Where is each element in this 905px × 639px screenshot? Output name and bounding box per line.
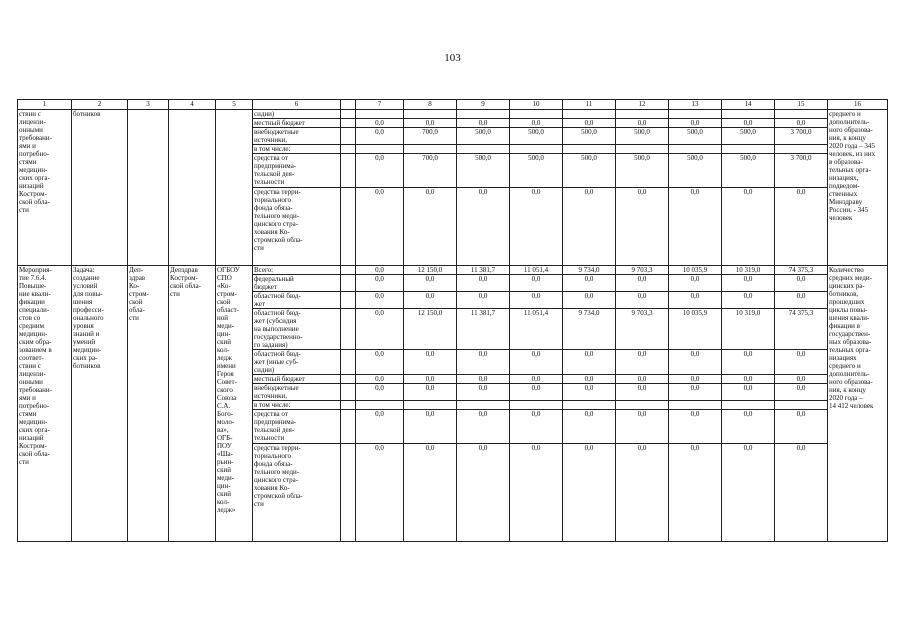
amount-cell: [457, 145, 510, 154]
amount-cell: 500,0: [616, 128, 669, 145]
amount-cell: 0,0: [563, 275, 616, 292]
funding-source-label: средства терри- ториального фонда обяза- тельного меди- цинского стра- хования Ко- стромской обла- сти: [253, 188, 341, 266]
amount-cell: [722, 110, 775, 119]
amount-cell: 0,0: [775, 292, 828, 309]
amount-cell: 9 734,0: [563, 309, 616, 350]
amount-cell: 0,0: [457, 410, 510, 444]
funding-source-label: Всего:: [253, 266, 341, 275]
amount-cell: 0,0: [563, 188, 616, 266]
amount-cell: 0,0: [404, 292, 457, 309]
amount-cell: 0,0: [775, 410, 828, 444]
amount-cell: 0,0: [669, 444, 722, 542]
amount-cell: 11 381,7: [457, 266, 510, 275]
amount-cell: 500,0: [563, 128, 616, 145]
amount-cell: 700,0: [404, 128, 457, 145]
amount-cell: [669, 110, 722, 119]
amount-cell: 0,0: [510, 275, 563, 292]
funding-source-label: внебюджетные источники,: [253, 384, 341, 401]
spacer-cell: [341, 266, 356, 275]
amount-cell: 10 319,0: [722, 266, 775, 275]
amount-cell: 0,0: [404, 384, 457, 401]
funding-source-label: федеральный бюджет: [253, 275, 341, 292]
result-indicator-cell: среднего и дополнитель- ного образова- ния, к концу 2020 года – 345 человек, из них в образова- тельных орга- низациях, подведом- ственных Минздраву России, - 345 человек: [828, 110, 888, 266]
amount-cell: 0,0: [457, 350, 510, 375]
amount-cell: 12 150,0: [404, 266, 457, 275]
header-cell: 16: [828, 100, 888, 110]
amount-cell: 0,0: [356, 119, 404, 128]
amount-cell: 0,0: [722, 375, 775, 384]
amount-cell: 0,0: [404, 444, 457, 542]
amount-cell: 0,0: [404, 410, 457, 444]
table-row: [18, 110, 888, 119]
amount-cell: 500,0: [457, 154, 510, 188]
funding-source-label: средства терри- ториального фонда обяза- тельного меди- цинского стра- хования Ко- стромской обла- сти: [253, 444, 341, 542]
amount-cell: 0,0: [404, 119, 457, 128]
funding-source-label: сидии): [253, 110, 341, 119]
funding-source-label: в том числе:: [253, 401, 341, 410]
amount-cell: 0,0: [722, 188, 775, 266]
amount-cell: 10 035,9: [669, 309, 722, 350]
amount-cell: 0,0: [775, 384, 828, 401]
amount-cell: 0,0: [404, 188, 457, 266]
amount-cell: 0,0: [669, 375, 722, 384]
amount-cell: [563, 401, 616, 410]
column-c3-cell: Деп- здрав Ко- стром- ской обла- сти: [128, 266, 169, 542]
header-cell: 1: [18, 100, 72, 110]
amount-cell: 0,0: [356, 188, 404, 266]
amount-cell: 3 700,0: [775, 154, 828, 188]
amount-cell: 74 375,3: [775, 266, 828, 275]
header-cell: [341, 100, 356, 110]
table-row: [18, 266, 888, 275]
amount-cell: 0,0: [669, 188, 722, 266]
amount-cell: [356, 110, 404, 119]
spacer-cell: [341, 444, 356, 542]
funding-source-label: областной бюд- жет (субсидия на выполнение государственно- го задания): [253, 309, 341, 350]
amount-cell: 0,0: [563, 444, 616, 542]
amount-cell: 0,0: [510, 292, 563, 309]
header-cell: 2: [72, 100, 128, 110]
amount-cell: 0,0: [356, 292, 404, 309]
header-cell: 3: [128, 100, 169, 110]
amount-cell: 0,0: [563, 410, 616, 444]
amount-cell: 10 319,0: [722, 309, 775, 350]
amount-cell: 0,0: [356, 375, 404, 384]
amount-cell: 0,0: [563, 375, 616, 384]
header-cell: 14: [722, 100, 775, 110]
header-cell: 7: [356, 100, 404, 110]
amount-cell: [669, 145, 722, 154]
funding-source-label: в том числе:: [253, 145, 341, 154]
budget-table: [17, 99, 888, 542]
header-cell: 15: [775, 100, 828, 110]
amount-cell: [510, 401, 563, 410]
amount-cell: [775, 145, 828, 154]
amount-cell: [356, 401, 404, 410]
amount-cell: 0,0: [775, 375, 828, 384]
amount-cell: [457, 110, 510, 119]
amount-cell: 0,0: [510, 410, 563, 444]
amount-cell: 0,0: [457, 275, 510, 292]
header-cell: 8: [404, 100, 457, 110]
amount-cell: [616, 145, 669, 154]
spacer-cell: [341, 401, 356, 410]
amount-cell: 0,0: [457, 384, 510, 401]
amount-cell: 0,0: [457, 119, 510, 128]
amount-cell: 0,0: [775, 444, 828, 542]
amount-cell: 10 035,9: [669, 266, 722, 275]
amount-cell: 500,0: [457, 128, 510, 145]
funding-source-label: местный бюджет: [253, 119, 341, 128]
amount-cell: 0,0: [722, 119, 775, 128]
amount-cell: 0,0: [356, 444, 404, 542]
amount-cell: 0,0: [775, 350, 828, 375]
amount-cell: 0,0: [616, 292, 669, 309]
amount-cell: 0,0: [563, 350, 616, 375]
amount-cell: 0,0: [563, 384, 616, 401]
amount-cell: 0,0: [510, 119, 563, 128]
column-c3-cell: [128, 110, 169, 266]
amount-cell: 500,0: [722, 154, 775, 188]
amount-cell: 0,0: [356, 154, 404, 188]
amount-cell: 700,0: [404, 154, 457, 188]
amount-cell: [404, 145, 457, 154]
amount-cell: 0,0: [457, 188, 510, 266]
amount-cell: [722, 145, 775, 154]
amount-cell: 500,0: [510, 154, 563, 188]
spacer-cell: [341, 188, 356, 266]
amount-cell: 0,0: [616, 275, 669, 292]
funding-source-label: областной бюд- жет (иные суб- сидии): [253, 350, 341, 375]
funding-source-label: средства от предпринима- тельской дея- тельности: [253, 154, 341, 188]
spacer-cell: [341, 128, 356, 145]
spacer-cell: [341, 110, 356, 119]
header-cell: 12: [616, 100, 669, 110]
amount-cell: 0,0: [356, 266, 404, 275]
amount-cell: [404, 401, 457, 410]
amount-cell: [563, 110, 616, 119]
spacer-cell: [341, 350, 356, 375]
amount-cell: 0,0: [356, 128, 404, 145]
amount-cell: 0,0: [563, 292, 616, 309]
amount-cell: [775, 110, 828, 119]
amount-cell: 0,0: [669, 119, 722, 128]
spacer-cell: [341, 292, 356, 309]
funding-source-label: местный бюджет: [253, 375, 341, 384]
amount-cell: 0,0: [722, 350, 775, 375]
spacer-cell: [341, 154, 356, 188]
amount-cell: 0,0: [775, 119, 828, 128]
header-cell: 13: [669, 100, 722, 110]
funding-source-label: внебюджетные источники,: [253, 128, 341, 145]
amount-cell: 0,0: [356, 384, 404, 401]
amount-cell: 0,0: [510, 188, 563, 266]
amount-cell: 0,0: [722, 275, 775, 292]
amount-cell: 0,0: [669, 275, 722, 292]
spacer-cell: [341, 375, 356, 384]
amount-cell: 500,0: [669, 154, 722, 188]
amount-cell: 0,0: [356, 275, 404, 292]
amount-cell: 0,0: [722, 444, 775, 542]
funding-source-label: средства от предпринима- тельской дея- тельности: [253, 410, 341, 444]
column-c4-cell: [169, 110, 216, 266]
column-c2-cell: ботников: [72, 110, 128, 266]
amount-cell: 9 703,3: [616, 266, 669, 275]
amount-cell: 0,0: [510, 350, 563, 375]
amount-cell: 0,0: [775, 275, 828, 292]
amount-cell: 9 703,3: [616, 309, 669, 350]
header-cell: 10: [510, 100, 563, 110]
table-body: [18, 100, 888, 542]
spacer-cell: [341, 309, 356, 350]
amount-cell: 500,0: [510, 128, 563, 145]
amount-cell: 0,0: [563, 119, 616, 128]
amount-cell: 0,0: [356, 309, 404, 350]
amount-cell: 0,0: [669, 292, 722, 309]
amount-cell: 0,0: [616, 444, 669, 542]
amount-cell: [616, 401, 669, 410]
amount-cell: 0,0: [457, 292, 510, 309]
amount-cell: 0,0: [616, 410, 669, 444]
amount-cell: 0,0: [669, 384, 722, 401]
amount-cell: 500,0: [616, 154, 669, 188]
amount-cell: [457, 401, 510, 410]
amount-cell: 0,0: [510, 444, 563, 542]
amount-cell: [510, 145, 563, 154]
amount-cell: 0,0: [669, 410, 722, 444]
amount-cell: 0,0: [404, 350, 457, 375]
spacer-cell: [341, 410, 356, 444]
amount-cell: 0,0: [616, 375, 669, 384]
amount-cell: [669, 401, 722, 410]
amount-cell: 0,0: [722, 292, 775, 309]
amount-cell: [563, 145, 616, 154]
amount-cell: 0,0: [404, 275, 457, 292]
column-c1-cell: ствии с лицензи- онными требовани- ями и потребно- стями медицин- ских орга- низаций Костром- ской обла- сти: [18, 110, 72, 266]
column-c2-cell: Задача: создание условий для повы- шения професси- онального уровня знаний и умений медицин- ских ра- ботников: [72, 266, 128, 542]
amount-cell: 0,0: [669, 350, 722, 375]
amount-cell: [510, 110, 563, 119]
amount-cell: 11 051,4: [510, 266, 563, 275]
amount-cell: 0,0: [457, 375, 510, 384]
amount-cell: 0,0: [616, 384, 669, 401]
column-c5-cell: ОГБОУ СПО «Ко- стром- ской област- ной меди- цин- ский кол- ледж имени Героя Совет- ского Союза С.А. Бого- моло- ва», ОГБ- ПОУ «Ша- рьин- ский меди- цин- ский кол- ледж»: [216, 266, 253, 542]
amount-cell: 0,0: [775, 188, 828, 266]
amount-cell: 500,0: [669, 128, 722, 145]
amount-cell: 74 375,3: [775, 309, 828, 350]
amount-cell: [616, 110, 669, 119]
amount-cell: 0,0: [616, 350, 669, 375]
amount-cell: [722, 401, 775, 410]
amount-cell: 500,0: [563, 154, 616, 188]
amount-cell: 0,0: [722, 384, 775, 401]
page-number: 103: [444, 52, 461, 64]
column-c1-cell: Мероприя- тие 7.6.4. Повыше- ние квали- фикации специали- стов со средним медицин- ским обра- зованием в соответ- ствии с лицензи- онными требовани- ями и потребно- стями медицин- ских орга- низаций Костром- ской обла- сти: [18, 266, 72, 542]
header-cell: 6: [253, 100, 341, 110]
column-c4-cell: Депздрав Костром- ской обла- сти: [169, 266, 216, 542]
amount-cell: 11 381,7: [457, 309, 510, 350]
header-cell: 4: [169, 100, 216, 110]
amount-cell: [356, 145, 404, 154]
result-indicator-cell: Количество средних меди- цинских ра- ботников, прошедших циклы повы- шения квали- фикации в государствен- ных образова- тельных орга- низациях среднего и дополнитель- ного образова- ния, к концу 2020 года – 14 412 человек: [828, 266, 888, 542]
amount-cell: 0,0: [510, 384, 563, 401]
amount-cell: 0,0: [356, 350, 404, 375]
spacer-cell: [341, 384, 356, 401]
header-cell: 9: [457, 100, 510, 110]
amount-cell: 9 734,0: [563, 266, 616, 275]
amount-cell: 0,0: [457, 444, 510, 542]
spacer-cell: [341, 145, 356, 154]
header-cell: 11: [563, 100, 616, 110]
amount-cell: 0,0: [510, 375, 563, 384]
amount-cell: 0,0: [616, 119, 669, 128]
amount-cell: 11 051,4: [510, 309, 563, 350]
amount-cell: 500,0: [722, 128, 775, 145]
amount-cell: 3 700,0: [775, 128, 828, 145]
header-cell: 5: [216, 100, 253, 110]
header-row: [18, 100, 888, 110]
spacer-cell: [341, 275, 356, 292]
spacer-cell: [341, 119, 356, 128]
amount-cell: 0,0: [616, 188, 669, 266]
amount-cell: 0,0: [356, 410, 404, 444]
amount-cell: [404, 110, 457, 119]
column-c5-cell: [216, 110, 253, 266]
amount-cell: 0,0: [722, 410, 775, 444]
amount-cell: [775, 401, 828, 410]
amount-cell: 12 150,0: [404, 309, 457, 350]
funding-source-label: областной бюд- жет: [253, 292, 341, 309]
amount-cell: 0,0: [404, 375, 457, 384]
